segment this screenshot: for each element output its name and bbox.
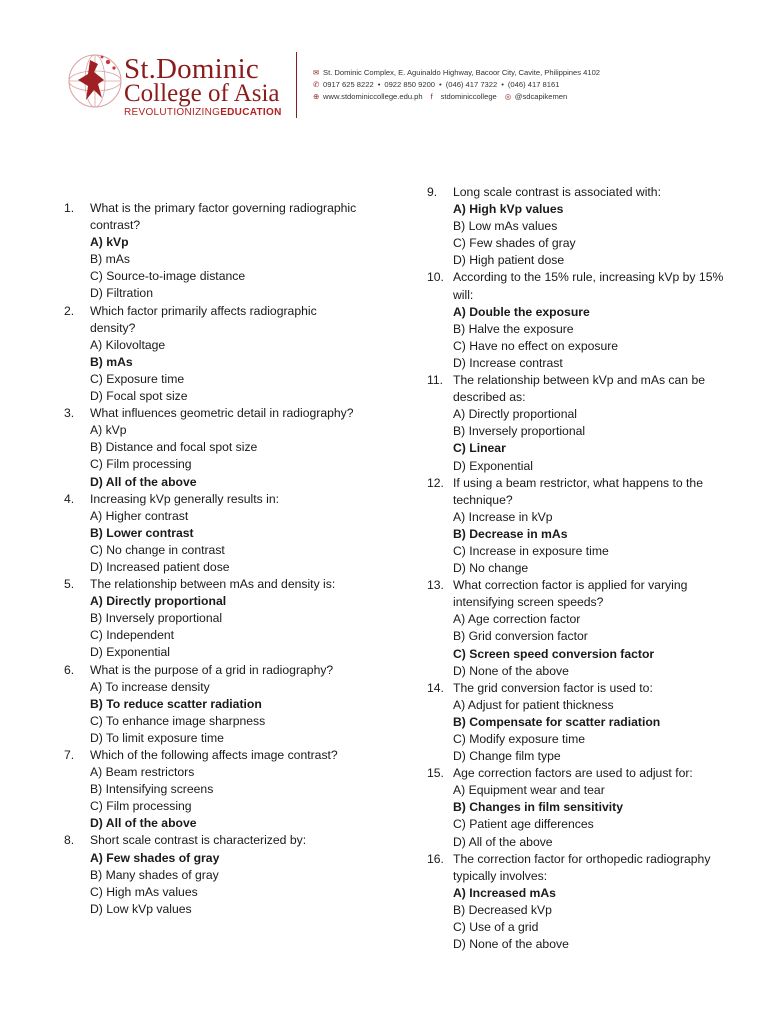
answer-option: D) Increased patient dose — [90, 559, 230, 574]
answer-option-correct: C) Screen speed conversion factor — [453, 646, 655, 661]
question-number: 13. — [427, 578, 444, 593]
answer-option-correct: A) Increased mAs — [453, 885, 556, 900]
question-item — [427, 680, 727, 765]
answer-option: D) Exponential — [453, 458, 533, 473]
question-text: What is the primary factor governing radiographic contrast? — [90, 201, 357, 233]
question-number: 12. — [427, 475, 444, 490]
globe-icon: ⊕ — [313, 92, 320, 101]
question-item — [427, 851, 727, 954]
question-text: Short scale contrast is characterized by: — [90, 833, 307, 848]
question-body — [453, 184, 727, 269]
answer-option: A) Age correction factor — [453, 612, 581, 627]
question-body — [90, 200, 364, 303]
question-item — [427, 577, 727, 680]
question-body — [90, 576, 364, 661]
question-number: 9. — [427, 185, 438, 199]
question-body — [90, 662, 364, 747]
answer-option: C) To enhance image sharpness — [90, 713, 266, 728]
answer-option: B) Inversely proportional — [453, 424, 586, 439]
answer-option: A) Kilovoltage — [90, 337, 166, 352]
question-item — [64, 405, 364, 490]
answer-option: B) Many shades of gray — [90, 867, 219, 882]
answer-option: C) Film processing — [90, 457, 192, 472]
answer-option: A) Adjust for patient thickness — [453, 697, 614, 712]
answer-option: B) Decreased kVp — [453, 902, 552, 917]
question-number: 15. — [427, 766, 444, 781]
question-body — [90, 303, 364, 406]
question-item — [64, 576, 364, 661]
phone-line: ✆ 0917 625 8222 • 0922 850 9200 • (046) 417 7322 • (046) 417 8161 — [313, 80, 560, 89]
answer-option-correct: A) Double the exposure — [453, 304, 590, 319]
answer-option-correct: B) To reduce scatter radiation — [90, 696, 262, 711]
question-number: 6. — [64, 662, 75, 677]
answer-option: D) No change — [453, 561, 529, 576]
question-text: The relationship between mAs and density is: — [90, 577, 336, 592]
question-text: The correction factor for orthopedic radiography typically involves: — [453, 851, 711, 883]
question-item — [427, 765, 727, 850]
question-number: 1. — [64, 201, 75, 215]
question-number: 14. — [427, 680, 444, 695]
question-text: The relationship between kVp and mAs can be described as: — [453, 373, 706, 405]
answer-option: C) Patient age differences — [453, 817, 594, 832]
question-number: 8. — [64, 833, 75, 848]
question-text: What is the purpose of a grid in radiography? — [90, 662, 334, 677]
question-text: If using a beam restrictor, what happens to the technique? — [453, 475, 703, 507]
instagram-icon: ◎ — [504, 92, 512, 101]
answer-option-correct: D) All of the above — [90, 816, 197, 831]
question-body — [453, 577, 727, 680]
brand-name-line1: St.Dominic — [124, 53, 259, 85]
answer-option: B) Inversely proportional — [90, 611, 223, 626]
question-number: 16. — [427, 851, 444, 866]
question-text: Age correction factors are used to adjust for: — [453, 766, 693, 781]
answer-option: D) Exponential — [90, 645, 170, 660]
answer-option-correct: B) mAs — [90, 354, 133, 369]
header-divider — [296, 52, 297, 118]
brand-block — [124, 53, 282, 118]
question-text: What influences geometric detail in radiography? — [90, 406, 354, 421]
question-item — [64, 303, 364, 406]
question-item — [64, 662, 364, 747]
answer-option: D) Focal spot size — [90, 389, 188, 404]
question-body — [90, 832, 364, 917]
answer-option: D) Increase contrast — [453, 355, 563, 370]
question-item — [64, 491, 364, 576]
answer-option: A) Beam restrictors — [90, 765, 195, 780]
answer-option: B) Grid conversion factor — [453, 629, 588, 644]
answer-option: B) mAs — [90, 252, 130, 267]
question-text: Which factor primarily affects radiographic density? — [90, 303, 317, 335]
question-number: 10. — [427, 270, 444, 285]
question-text: Which of the following affects image contrast? — [90, 748, 338, 762]
question-text: Long scale contrast is associated with: — [453, 185, 661, 199]
answer-option-correct: A) High kVp values — [453, 202, 564, 217]
address-line: ✉ St. Dominic Complex, E. Aguinaldo Highway, Bacoor City, Cavite, Philippines 4102 — [313, 68, 601, 77]
question-body — [90, 491, 364, 576]
answer-option: C) Exposure time — [90, 371, 185, 386]
question-item — [427, 475, 727, 578]
question-item — [427, 269, 727, 372]
answer-option: A) Higher contrast — [90, 508, 189, 523]
answer-option: A) Directly proportional — [453, 407, 577, 422]
answer-option: C) Few shades of gray — [453, 236, 576, 251]
answer-option: D) High patient dose — [453, 253, 565, 268]
question-item — [427, 184, 727, 269]
question-text: According to the 15% rule, increasing kVp by 15% will: — [453, 270, 724, 302]
questions-column-right — [427, 184, 727, 953]
mail-icon: ✉ — [313, 68, 320, 77]
question-number: 3. — [64, 406, 75, 421]
question-text: The grid conversion factor is used to: — [453, 680, 653, 695]
question-number: 7. — [64, 748, 75, 762]
question-body — [453, 680, 727, 765]
answer-option-correct: B) Compensate for scatter radiation — [453, 714, 661, 729]
contact-info — [313, 67, 600, 103]
question-body — [453, 765, 727, 850]
answer-option: D) Change film type — [453, 749, 561, 764]
answer-option: C) Use of a grid — [453, 920, 539, 935]
answer-option: C) No change in contrast — [90, 542, 225, 557]
answer-option: A) To increase density — [90, 679, 210, 694]
answer-option-correct: B) Changes in film sensitivity — [453, 800, 623, 815]
facebook-icon: f — [430, 92, 433, 101]
answer-option: C) Source-to-image distance — [90, 269, 246, 284]
question-body — [453, 269, 727, 372]
answer-option-correct: A) Directly proportional — [90, 594, 227, 609]
answer-option: C) Increase in exposure time — [453, 543, 609, 558]
question-number: 2. — [64, 303, 75, 318]
answer-option-correct: A) Few shades of gray — [90, 850, 220, 865]
answer-option: D) None of the above — [453, 937, 569, 952]
answer-option-correct: D) All of the above — [90, 474, 197, 489]
question-number: 5. — [64, 577, 75, 592]
answer-option: D) All of the above — [453, 834, 553, 849]
brand-name-line2: College of Asia — [124, 80, 280, 107]
instagram-link[interactable]: @sdcapikemen — [514, 92, 568, 101]
questions-column-left — [64, 200, 364, 918]
question-body — [453, 851, 727, 954]
answer-option: C) High mAs values — [90, 884, 198, 899]
answer-option: D) None of the above — [453, 663, 569, 678]
answer-option: D) Filtration — [90, 286, 153, 301]
answer-option: B) Low mAs values — [453, 219, 558, 234]
answer-option-correct: A) kVp — [90, 235, 129, 250]
college-logo-icon — [64, 50, 126, 112]
answer-option: A) Increase in kVp — [453, 509, 553, 524]
answer-option: A) Equipment wear and tear — [453, 783, 605, 798]
website-link[interactable]: www.stdominiccollege.edu.ph — [323, 92, 423, 101]
web-social-line — [313, 91, 600, 103]
answer-option-correct: B) Lower contrast — [90, 525, 194, 540]
answer-option-correct: C) Linear — [453, 441, 506, 456]
answer-option: D) Low kVp values — [90, 901, 192, 916]
question-body — [453, 372, 727, 475]
question-item — [427, 372, 727, 475]
answer-option: C) Modify exposure time — [453, 732, 586, 746]
answer-option: A) kVp — [90, 423, 127, 438]
question-body — [453, 475, 727, 578]
question-item — [64, 832, 364, 917]
question-number: 4. — [64, 491, 75, 506]
facebook-link[interactable]: stdominiccollege — [440, 92, 497, 101]
question-number: 11. — [427, 373, 444, 388]
answer-option: B) Distance and focal spot size — [90, 440, 258, 455]
question-text: What correction factor is applied for varying intensifying screen speeds? — [453, 578, 688, 610]
question-item — [64, 747, 364, 832]
question-text: Increasing kVp generally results in: — [90, 491, 280, 506]
answer-option: B) Intensifying screens — [90, 782, 214, 797]
letterhead — [0, 0, 768, 130]
question-item — [64, 200, 364, 303]
answer-option: C) Independent — [90, 628, 175, 643]
phone-icon: ✆ — [313, 80, 320, 89]
tagline: REVOLUTIONIZINGEDUCATION — [124, 107, 282, 118]
answer-option: B) Halve the exposure — [453, 321, 574, 336]
answer-option-correct: B) Decrease in mAs — [453, 526, 568, 541]
answer-option: D) To limit exposure time — [90, 730, 224, 745]
question-body — [90, 405, 364, 490]
answer-option: C) Have no effect on exposure — [453, 338, 619, 353]
answer-option: C) Film processing — [90, 799, 192, 814]
question-body — [90, 747, 364, 832]
